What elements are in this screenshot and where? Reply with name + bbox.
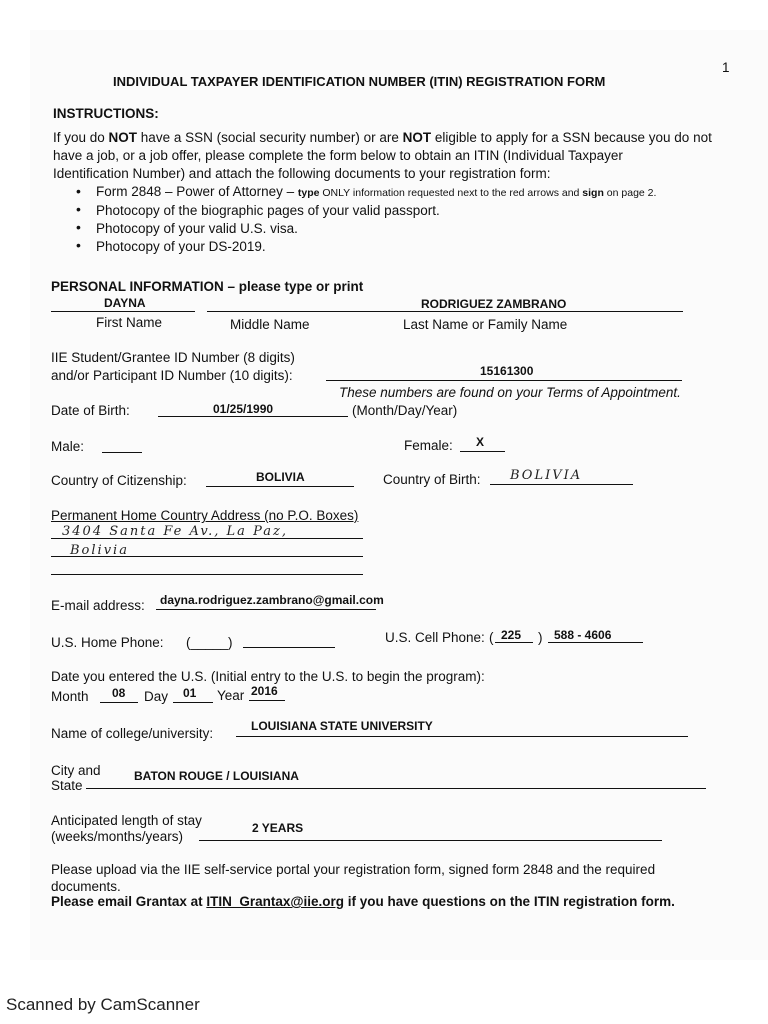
birth-country-value: BOLIVIA [510, 468, 583, 483]
stay-label-1: Anticipated length of stay [51, 813, 202, 828]
citizenship-value: BOLIVIA [256, 470, 305, 484]
email-label: E-mail address: [51, 598, 145, 613]
home-address-label: Permanent Home Country Address (no P.O. Boxes) [51, 508, 359, 523]
dob-label: Date of Birth: [51, 403, 130, 418]
home-phone-area: (_____) [186, 635, 233, 650]
upload-note-1: Please upload via the IIE self-service portal your registration form, signed form 2848 and the required [51, 862, 656, 877]
city-state-value: BATON ROUGE / LOUISIANA [134, 769, 299, 783]
bullet: • [76, 183, 81, 199]
id-label-line-2: and/or Participant ID Number (10 digits): [51, 368, 293, 383]
id-label-line-1: IIE Student/Grantee ID Number (8 digits) [51, 350, 295, 365]
last-name-value: RODRIGUEZ ZAMBRANO [421, 297, 567, 311]
email-note: Please email Grantax at ITIN_Grantax@iie.org if you have questions on the ITIN registration form. [51, 894, 675, 909]
address-line-2: Bolivia [70, 543, 129, 558]
instructions-line-2: have a job, or a job offer, please complete the form below to obtain an ITIN (Individual Taxpayer [53, 148, 623, 163]
home-phone-label: U.S. Home Phone: [51, 635, 164, 650]
bullet: • [76, 237, 81, 253]
entry-day-value: 01 [183, 686, 197, 700]
doc-item-3: Photocopy of your valid U.S. visa. [96, 221, 298, 236]
personal-info-heading: PERSONAL INFORMATION – please type or print [51, 279, 364, 294]
address-line-1: 3404 Santa Fe Av., La Paz, [62, 524, 288, 539]
entry-month-label: Month [51, 689, 89, 704]
cell-phone-paren-open: ( [489, 630, 494, 645]
doc-item-1: Form 2848 – Power of Attorney – type ONLY information requested next to the red arrows and sign on page 2. [96, 184, 657, 199]
birth-country-label: Country of Birth: [383, 472, 481, 487]
entry-year-label: Year [217, 688, 245, 703]
female-label: Female: [404, 438, 453, 453]
doc-item-2: Photocopy of the biographic pages of your valid passport. [96, 203, 440, 218]
last-name-label: Last Name or Family Name [403, 317, 568, 332]
stay-label-2: (weeks/months/years) [51, 829, 184, 844]
form-title: INDIVIDUAL TAXPAYER IDENTIFICATION NUMBER (ITIN) REGISTRATION FORM [113, 74, 606, 89]
email-value: dayna.rodriguez.zambrano@gmail.com [160, 593, 384, 607]
bullet: • [76, 201, 81, 217]
bullet: • [76, 219, 81, 235]
middle-name-label: Middle Name [230, 317, 310, 332]
entry-month-value: 08 [112, 686, 126, 700]
college-label: Name of college/university: [51, 726, 214, 741]
instructions-heading: INSTRUCTIONS: [53, 106, 159, 121]
stay-value: 2 YEARS [252, 821, 304, 835]
instructions-line-3: Identification Number) and attach the following documents to your registration form: [53, 166, 551, 181]
cell-area-code: 225 [501, 628, 522, 642]
page-number: 1 [722, 60, 730, 75]
entry-year-value: 2016 [251, 684, 278, 698]
doc-item-4: Photocopy of your DS-2019. [96, 239, 266, 254]
cell-phone-label: U.S. Cell Phone: [385, 630, 485, 645]
first-name-label: First Name [96, 315, 163, 330]
id-number-value: 15161300 [480, 364, 534, 378]
male-label: Male: [51, 439, 85, 454]
id-note: These numbers are found on your Terms of Appointment. [339, 385, 681, 400]
scanner-watermark: Scanned by CamScanner [6, 995, 200, 1014]
female-mark: X [476, 435, 485, 449]
first-name-value: DAYNA [104, 296, 146, 310]
dob-format: (Month/Day/Year) [352, 403, 458, 418]
cell-phone-paren-close: ) [538, 630, 543, 645]
instructions-line-1: If you do NOT have a SSN (social security number) or are NOT eligible to apply for a SSN because you do not [53, 130, 712, 145]
cell-number: 588 - 4606 [554, 628, 612, 642]
upload-note-2: documents. [51, 879, 121, 894]
city-label: City and [51, 763, 101, 778]
entry-day-label: Day [144, 689, 169, 704]
citizenship-label: Country of Citizenship: [51, 473, 187, 488]
college-value: LOUISIANA STATE UNIVERSITY [251, 719, 433, 733]
entry-date-label: Date you entered the U.S. (Initial entry to the U.S. to begin the program): [51, 669, 485, 684]
state-label: State [51, 778, 83, 793]
dob-value: 01/25/1990 [213, 402, 274, 416]
